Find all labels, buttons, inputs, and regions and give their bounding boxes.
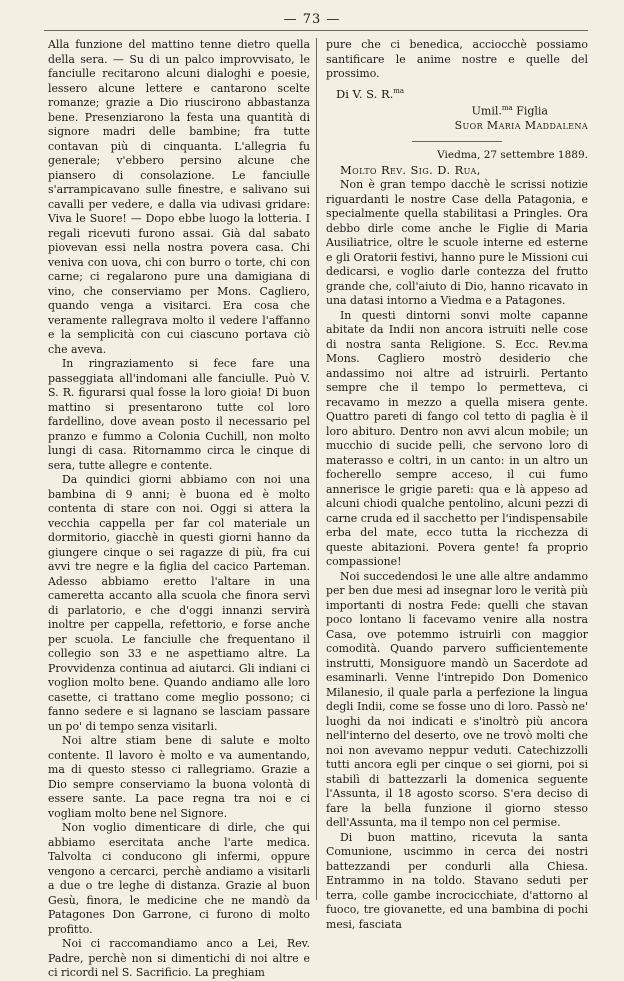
page-number: — 73 — [283, 12, 341, 27]
paragraph: In ringraziamento si fece fare una passeggiata all'indomani alle fanciulle. Può V. S. R. figurarsi qual fosse la loro gioia! Di buon mattino si presentarono tutte col loro fardellino, dove avean posto il necessario pel pranzo e fummo a Colonia Cuchill, non molto lungi di casa. Ritornammo circa le cinque di sera, tutte allegre e contente. [48, 357, 310, 472]
paragraph: Di buon mattino, ricevuta la santa Comunione, uscimmo in cerca dei nostri battezzandi per condurli alla Chiesa. Entrammo in na toldo. Stavano seduti per terra, colle gambe incrocicchiate, d'attorno al fuoco, tre giovanette, ed una bambina di pochi mesi, fasciata [326, 830, 588, 931]
column-divider [316, 38, 317, 900]
signature-humble: Umil.$^{ma}$ Figlia [471, 103, 548, 118]
letter-dateline: Viedma, 27 settembre 1889. [437, 149, 588, 162]
signature-name: Suor Maria Maddalena [454, 118, 588, 132]
paragraph: Noi succedendosi le une alle altre andammo per ben due mesi ad insegnar loro le verità più importanti di nostra Fede: quelli che stavan poco lontano li facevamo venire alla nostra Casa, ove potemmo istruirli con maggior comodità. Quando parvero sufficientemente instrutti, Monsiguore mandò un Sacerdote ad esaminarli. Venne l'intrepido Don Domenico Milanesio, il quale parla a perfezione la lingua degli Indii, come se fosse uno di loro. Passò ne' luoghi da noi indicati e s'inoltrò più ancora nell'interno del deserto, ove ne trovò molti che noi non avevamo neppur veduti. Catechizzolli tutti ancora egli per cinque o sei giorni, poi si stabilì di battezzarli la domenica seguente l'Assunta, il 18 agosto scorso. S'era deciso di fare la bella funzione il giorno stesso dell'Assunta, ma il tempo non cel permise. [326, 569, 588, 830]
paragraph: In questi dintorni sonvi molte capanne abitate da Indii non ancora istruiti nelle cose di nostra santa Religione. S. Ecc. Rev.ma Mons. Cagliero mostrò desiderio che andassimo noi altre ad istruirli. Pertanto sempre che il tempo lo permetteva, ci recavamo in mezzo a quella misera gente. Quattro pareti di fango col tetto di paglia è il loro abituro. Dentro non avvi alcun mobile; un mucchio di sucide pelli, che servono loro di materasso e coltri, in un canto: in un altro un focherello sempre acceso, il cui fumo annerisce le grigie pareti: qua e là appeso ad alcuni chiodi qualche pentolino, alcuni pezzi di carne cruda ed il sacchetto per l'indispensabile erba del mate, ecco tutta la ricchezza di queste abitazioni. Povera gente! fa proprio compassione! [326, 308, 588, 569]
section-rule [412, 141, 502, 142]
left-column [48, 38, 310, 979]
header-rule [44, 30, 588, 31]
paragraph: Non è gran tempo dacchè le scrissi notizie riguardanti le nostre Case della Patagonia, e specialmente quella stabilitasi a Pringles. Ora debbo dirle come anche le Figlie di Maria Ausiliatrice, oltre le scuole interne ed esterne e gli Oratorii festivi, hanno pure le Missioni cui dedicarsi, e voglio darle contezza del frutto grande che, coll'aiuto di Dio, hanno ricavato in una datasi intorno a Viedma e a Patagones. [326, 178, 588, 308]
paragraph: Alla funzione del mattino tenne dietro quella della sera. — Su di un palco improvvisato, le fanciulle recitarono alcuni dialoghi e poesie, lessero alcune lettere e cantarono scelte romanze; grazie a Dio riuscirono abbastanza bene. Presenziarono la festa una quantità di signore madri delle bambine; fra tutte contavan più di cinquanta. L'allegria fu generale; v'ebbero persino alcune che piansero di consolazione. Le fanciulle s'arrampicavano sulle finestre, e salivano sui cavalli per vedere, e dalla via udivasi gridare: Viva le Suore! — Dopo ebbe luogo la lotteria. I regali ricevuti furono assai. Già dal sabato piovevan essi nella nostra povera casa. Chi veniva con uova, chi con burro o torte, chi con carne; ci regalarono pure una damigiana di vino, che conserviamo per Mons. Cagliero, quando venga a visitarci. Era cosa che veramente rallegrava molto il vedere l'affanno e la semplicità con cui ciascuno portava ciò che aveva. [48, 38, 310, 356]
paragraph: Noi ci raccomandiamo anco a Lei, Rev. Padre, perchè non si dimentichi di noi altre e ci ricordi nel S. Sacrificio. La preghiam [48, 937, 310, 979]
paragraph: Da quindici giorni abbiamo con noi una bambina di 9 anni; è buona ed è molto contenta di stare con noi. Oggi si attera la vecchia cappella per far col materiale un dormitorio, giacchè in questi giorni hanno da giungere cinque o sei ragazze di più, fra cui avvi tre negre e la figlia del cacico Parteman. Adesso abbiamo eretto l'altare in una cameretta accanto alla scuola che finora servì di parlatorio, e che d'oggi innanzi servirà inoltre per cappella, refettorio, e forse anche per scuola. Le fanciulle che frequentano il collegio son 33 e ne aspettiamo altre. La Provvidenza continua ad aiutarci. Gli indiani ci voglion molto bene. Quando andiamo alle loro casette, ci trattano come meglio possono; ci fanno sedere e si lagnano se lasciam passare un po' di tempo senza visitarli. [48, 473, 310, 733]
letter-closing: Di V. S. R.$^{ma}$ [336, 86, 405, 101]
right-column [326, 38, 588, 931]
paragraph: pure che ci benedica, acciocchè possiamo santificare le anime nostre e quelle del prossimo. [326, 38, 588, 80]
paragraph: Non voglio dimenticare di dirle, che qui abbiamo esercitata anche l'arte medica. Talvolta ci conducono gli infermi, oppure vengono a cercarci, perchè andiamo a visitarli a due o tre leghe di distanza. Grazie al buon Gesù, finora, le medicine che ne mandò da Patagones Don Garrone, ci furono di molto profitto. [48, 821, 310, 936]
paragraph: Noi altre stiam bene di salute e molto contente. Il lavoro è molto e va aumentando, ma di questo stesso ci rallegriamo. Grazie a Dio sempre conserviamo la buona volontà di essere sante. La pace regna tra noi e ci vogliam molto bene nel Signore. [48, 734, 310, 820]
letter-salutation: Molto Rev. Sig. D. Rua, [340, 162, 481, 177]
